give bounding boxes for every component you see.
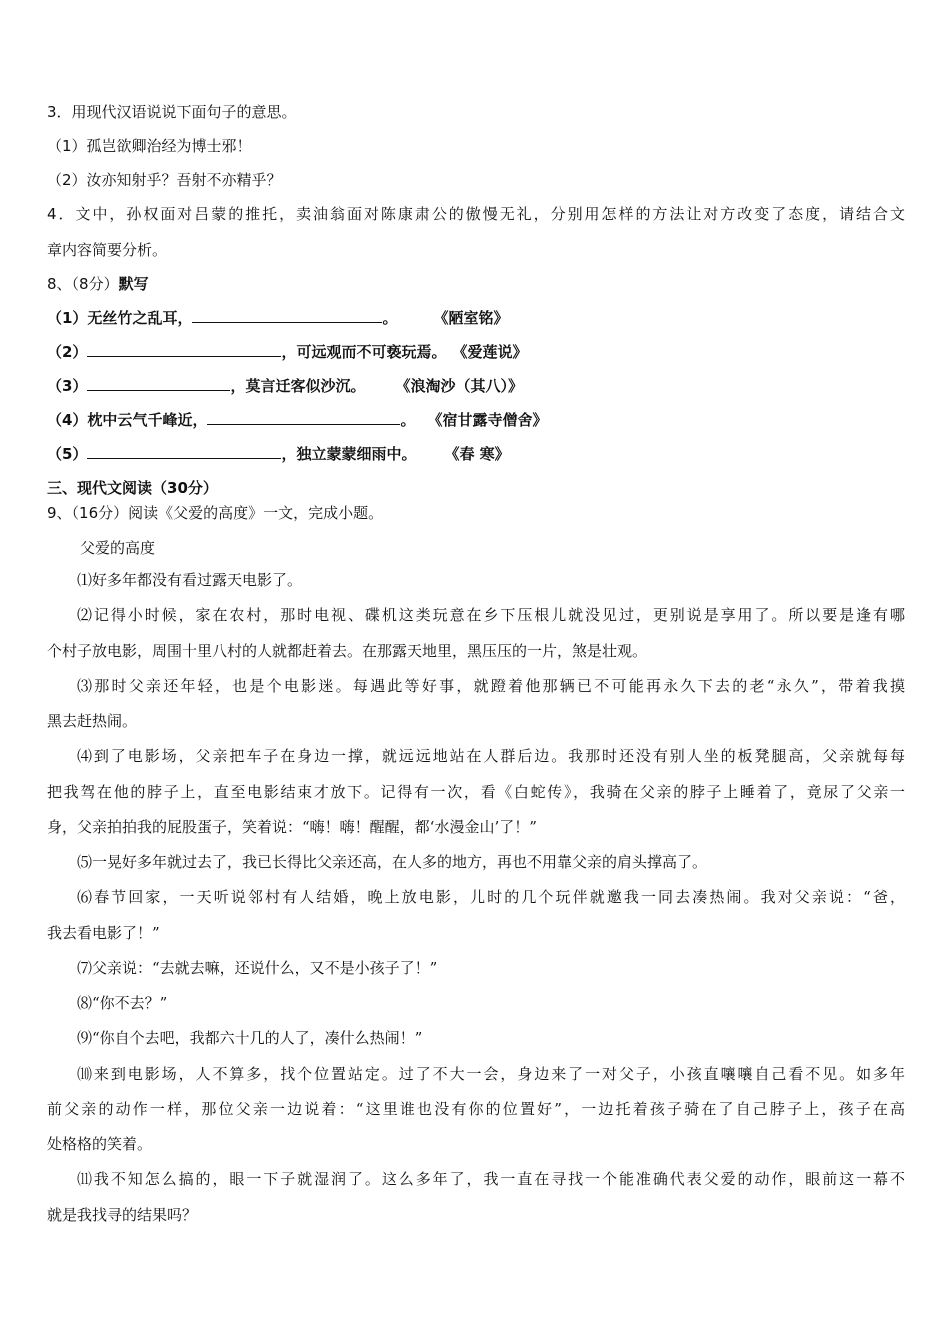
article-line: 前父亲的动作一样，那位父亲一边说着：“这里谁也没有你的位置好”，一边托着孩子骑在了自己脖子上，孩子在高	[47, 1100, 905, 1118]
article-title: 父爱的高度	[80, 539, 156, 557]
dictation-item-2-source: 《爱莲说》	[452, 343, 528, 361]
dictation-item-4-post: 。	[400, 411, 416, 429]
q8-heading-prefix: 8、（8分）	[47, 275, 119, 293]
dictation-item-1	[47, 308, 508, 328]
q3-sentence-1: （1）孤岂欲卿治经为博士邪！	[47, 137, 252, 155]
q8-heading	[47, 274, 149, 294]
dictation-blank-3[interactable]	[87, 376, 230, 391]
dictation-item-5-pre: （5）	[47, 445, 88, 463]
dictation-item-5	[47, 444, 510, 464]
dictation-item-3-source: 《浪淘沙（其八）》	[395, 377, 523, 395]
dictation-item-1-post: 。	[382, 309, 398, 327]
q9-intro: 9、（16分）阅读《父爱的高度》一文，完成小题。	[47, 504, 384, 522]
article-line: ⑼“你自个去吧，我都六十几的人了，凑什么热闹！”	[77, 1029, 423, 1047]
article-line: ⑹春节回家，一天听说邻村有人结婚，晚上放电影，儿时的几个玩伴就邀我一同去凑热闹。我对父亲说：“爸，	[77, 888, 905, 906]
article-line: 处格格的笑着。	[47, 1135, 153, 1153]
article-line: ⑸一晃好多年就过去了，我已长得比父亲还高，在人多的地方，再也不用靠父亲的肩头撑高了。	[77, 853, 708, 871]
dictation-item-5-source: 《春 寒》	[444, 445, 510, 463]
article-line: ⑺父亲说：“去就去嘛，还说什么，又不是小孩子了！”	[77, 959, 438, 977]
q8-heading-bold: 默写	[118, 275, 149, 293]
article-line: ⑶那时父亲还年轻，也是个电影迷。每遇此等好事，就蹬着他那辆已不可能再永久下去的老“永久”，带着我摸	[77, 677, 905, 695]
dictation-item-2-pre: （2）	[47, 343, 88, 361]
dictation-item-3-pre: （3）	[47, 377, 88, 395]
article-line: 把我驾在他的脖子上，直至电影结束才放下。记得有一次，看《白蛇传》，我骑在父亲的脖子上睡着了，竟尿了父亲一	[47, 783, 905, 801]
dictation-item-3-post: ，莫言迁客似沙沉。	[230, 377, 366, 395]
dictation-item-2	[47, 342, 527, 362]
article-line: 我去看电影了！”	[47, 924, 160, 942]
dictation-blank-5[interactable]	[87, 444, 281, 459]
article-line: ⑵记得小时候，家在农村，那时电视、碟机这类玩意在乡下压根儿就没见过，更别说是享用了。所以要是逢有哪	[77, 606, 905, 624]
article-line: 就是我找寻的结果吗？	[47, 1206, 198, 1224]
q4-line-2: 章内容简要分析。	[47, 241, 168, 259]
dictation-item-5-post: ，独立蒙蒙细雨中。	[281, 445, 417, 463]
q3-title: 3．用现代汉语说说下面句子的意思。	[47, 103, 297, 121]
dictation-blank-1[interactable]	[192, 308, 382, 323]
dictation-blank-4[interactable]	[207, 410, 400, 425]
dictation-item-4-pre: （4）枕中云气千峰近，	[47, 411, 208, 429]
dictation-item-4-source: 《宿甘露寺僧舍》	[427, 411, 548, 429]
dictation-item-1-pre: （1）无丝竹之乱耳，	[47, 309, 193, 327]
q4-line-1: 4．文中，孙权面对吕蒙的推托，卖油翁面对陈康肃公的傲慢无礼，分别用怎样的方法让对方改变了态度，请结合文	[47, 205, 905, 223]
dictation-item-3	[47, 376, 523, 396]
dictation-item-4	[47, 410, 547, 430]
article-line: ⑻“你不去？”	[77, 994, 168, 1012]
article-line: 个村子放电影，周围十里八村的人就都赶着去。在那露天地里，黑压压的一片，煞是壮观。	[47, 642, 648, 660]
article-line: 身，父亲拍拍我的屁股蛋子，笑着说：“嗨！嗨！醒醒，都‘水漫金山’了！”	[47, 818, 537, 836]
dictation-item-1-source: 《陋室铭》	[433, 309, 509, 327]
article-line: ⑽来到电影场，人不算多，找个位置站定。过了不大一会，身边来了一对父子，小孩直嚷嚷自己看不见。如多年	[77, 1065, 905, 1083]
article-line: ⑴好多年都没有看过露天电影了。	[77, 571, 303, 589]
article-line: ⑾我不知怎么搞的，眼一下子就湿润了。这么多年了，我一直在寻找一个能准确代表父爱的动作，眼前这一幕不	[77, 1170, 905, 1188]
article-line: 黑去赶热闹。	[47, 712, 138, 730]
q3-sentence-2: （2）汝亦知射乎？吾射不亦精乎？	[47, 171, 282, 189]
dictation-blank-2[interactable]	[87, 342, 281, 357]
dictation-item-2-post: ，可远观而不可亵玩焉。	[281, 343, 447, 361]
article-line: ⑷到了电影场，父亲把车子在身边一撑，就远远地站在人群后边。我那时还没有别人坐的板凳腿高，父亲就每每	[77, 747, 905, 765]
section-3-heading: 三、现代文阅读（30分）	[47, 479, 218, 497]
